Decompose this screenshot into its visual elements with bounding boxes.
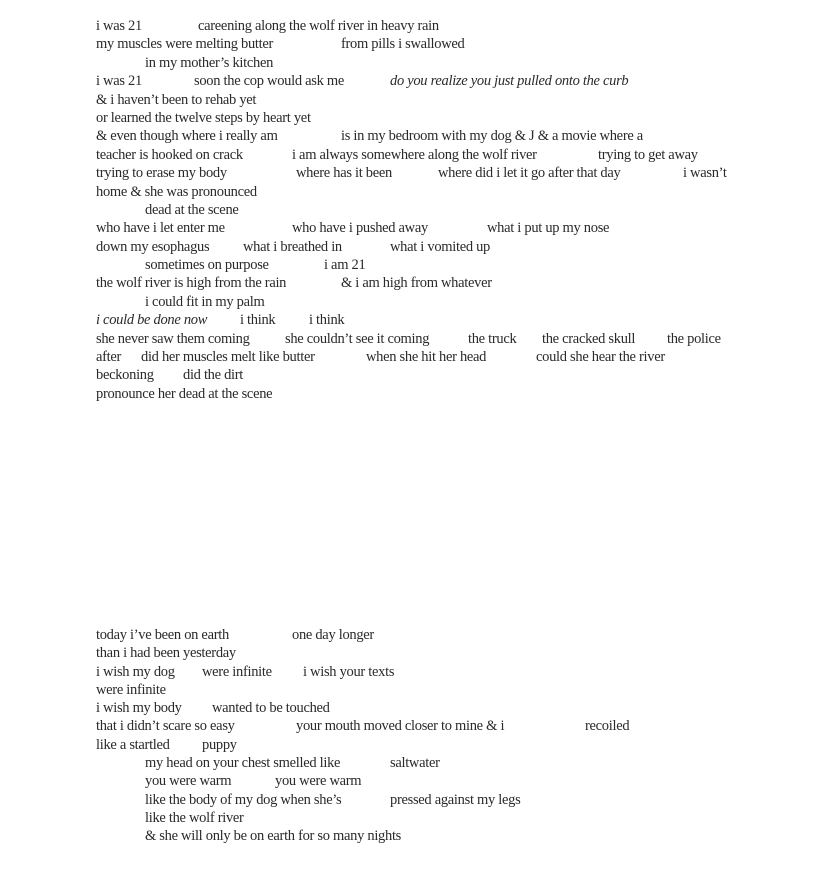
line-segment: could she hear the river bbox=[536, 349, 665, 366]
line-segment: you were warm bbox=[275, 773, 362, 790]
line-segment: in my mother’s kitchen bbox=[145, 54, 274, 71]
line-segment: than i had been yesterday bbox=[96, 645, 236, 662]
poem-line bbox=[96, 644, 756, 662]
stanza-1 bbox=[96, 17, 756, 403]
line-segment: i could fit in my palm bbox=[145, 293, 265, 310]
line-segment: & i am high from whatever bbox=[341, 275, 492, 292]
poem-line bbox=[96, 311, 756, 329]
line-segment: where did i let it go after that day bbox=[438, 165, 621, 182]
line-segment: she never saw them coming bbox=[96, 330, 250, 347]
poem-line bbox=[96, 164, 756, 182]
line-segment: today i’ve been on earth bbox=[96, 627, 229, 643]
line-segment: i am 21 bbox=[324, 257, 366, 274]
poem-line bbox=[96, 809, 756, 827]
line-segment: the cracked skull bbox=[542, 330, 636, 347]
line-segment: saltwater bbox=[390, 755, 440, 772]
line-segment: after bbox=[96, 349, 122, 366]
line-segment: you were warm bbox=[145, 773, 232, 790]
poem-line bbox=[96, 183, 756, 201]
line-segment: who have i pushed away bbox=[292, 220, 428, 237]
poem-line bbox=[96, 330, 756, 348]
poem-line bbox=[96, 54, 756, 72]
poem-line bbox=[96, 366, 756, 384]
poem-line bbox=[96, 72, 756, 90]
poem-line bbox=[96, 717, 756, 735]
line-segment: down my esophagus bbox=[96, 238, 210, 255]
line-segment: beckoning bbox=[96, 367, 154, 384]
poem-line bbox=[96, 663, 756, 681]
line-segment: the truck bbox=[468, 330, 517, 347]
line-segment: what i put up my nose bbox=[487, 220, 610, 237]
line-segment: soon the cop would ask me bbox=[194, 73, 344, 90]
poem-line bbox=[96, 256, 756, 274]
line-segment: pressed against my legs bbox=[390, 791, 521, 808]
line-segment: i think bbox=[309, 312, 345, 329]
line-segment: i wish your texts bbox=[303, 663, 395, 680]
line-segment: like a startled bbox=[96, 736, 170, 753]
line-segment: did her muscles melt like butter bbox=[141, 349, 315, 366]
poem-line bbox=[96, 109, 756, 127]
poem-line bbox=[96, 201, 756, 219]
line-segment: were infinite bbox=[202, 663, 272, 680]
line-segment: i could be done now bbox=[96, 312, 208, 329]
line-segment: i was 21 bbox=[96, 73, 142, 90]
line-segment: trying to get away bbox=[598, 146, 698, 163]
line-segment: & she will only be on earth for so many nights bbox=[145, 828, 402, 845]
line-segment: pronounce her dead at the scene bbox=[96, 385, 273, 402]
line-segment: like the wolf river bbox=[145, 809, 244, 826]
poem-line bbox=[96, 348, 756, 366]
line-segment: careening along the wolf river in heavy rain bbox=[198, 18, 439, 34]
line-segment: is in my bedroom with my dog & J & a movie where a bbox=[341, 128, 643, 145]
line-segment: or learned the twelve steps by heart yet bbox=[96, 109, 311, 126]
poem-line bbox=[96, 827, 756, 845]
line-segment: when she hit her head bbox=[366, 349, 487, 366]
line-segment: where has it been bbox=[296, 165, 392, 182]
poem-line bbox=[96, 754, 756, 772]
line-segment: i was 21 bbox=[96, 18, 142, 34]
line-segment: teacher is hooked on crack bbox=[96, 146, 243, 163]
poem-line bbox=[96, 681, 756, 699]
line-segment: did the dirt bbox=[183, 367, 244, 384]
line-segment: puppy bbox=[202, 736, 237, 753]
line-segment: home & she was pronounced bbox=[96, 183, 257, 200]
line-segment: she couldn’t see it coming bbox=[285, 330, 430, 347]
poem-line bbox=[96, 127, 756, 145]
line-segment: wanted to be touched bbox=[212, 700, 330, 717]
poem-line bbox=[96, 791, 756, 809]
line-segment: trying to erase my body bbox=[96, 165, 227, 182]
stanza-2 bbox=[96, 626, 756, 846]
poem-line bbox=[96, 35, 756, 53]
line-segment: i think bbox=[240, 312, 276, 329]
poem-line bbox=[96, 238, 756, 256]
line-segment: recoiled bbox=[585, 718, 630, 735]
line-segment: the wolf river is high from the rain bbox=[96, 275, 287, 292]
line-segment: what i breathed in bbox=[243, 238, 342, 255]
line-segment: my head on your chest smelled like bbox=[145, 755, 341, 772]
poem-line bbox=[96, 274, 756, 292]
line-segment: the police bbox=[667, 330, 721, 347]
line-segment: what i vomited up bbox=[390, 238, 491, 255]
poem-line bbox=[96, 91, 756, 109]
poem-line bbox=[96, 385, 756, 403]
line-segment: from pills i swallowed bbox=[341, 36, 465, 53]
line-segment: my muscles were melting butter bbox=[96, 36, 274, 53]
poem-line bbox=[96, 293, 756, 311]
line-segment: sometimes on purpose bbox=[145, 257, 269, 274]
poem-line bbox=[96, 626, 756, 644]
line-segment: i wish my dog bbox=[96, 663, 175, 680]
line-segment: i wish my body bbox=[96, 700, 182, 717]
line-segment: do you realize you just pulled onto the curb bbox=[390, 73, 629, 90]
poem-line bbox=[96, 772, 756, 790]
line-segment: one day longer bbox=[292, 627, 374, 643]
poem-line bbox=[96, 146, 756, 164]
poem-line bbox=[96, 736, 756, 754]
line-segment: i am always somewhere along the wolf river bbox=[292, 146, 537, 163]
line-segment: who have i let enter me bbox=[96, 220, 225, 237]
line-segment: dead at the scene bbox=[145, 201, 239, 218]
poem-line bbox=[96, 699, 756, 717]
line-segment: that i didn’t scare so easy bbox=[96, 718, 235, 735]
line-segment: like the body of my dog when she’s bbox=[145, 791, 342, 808]
poem-line bbox=[96, 17, 756, 35]
line-segment: were infinite bbox=[96, 681, 166, 698]
line-segment: your mouth moved closer to mine & i bbox=[296, 718, 505, 735]
line-segment: i wasn’t bbox=[683, 165, 727, 182]
line-segment: & even though where i really am bbox=[96, 128, 278, 145]
line-segment: & i haven’t been to rehab yet bbox=[96, 91, 257, 108]
poem-line bbox=[96, 219, 756, 237]
